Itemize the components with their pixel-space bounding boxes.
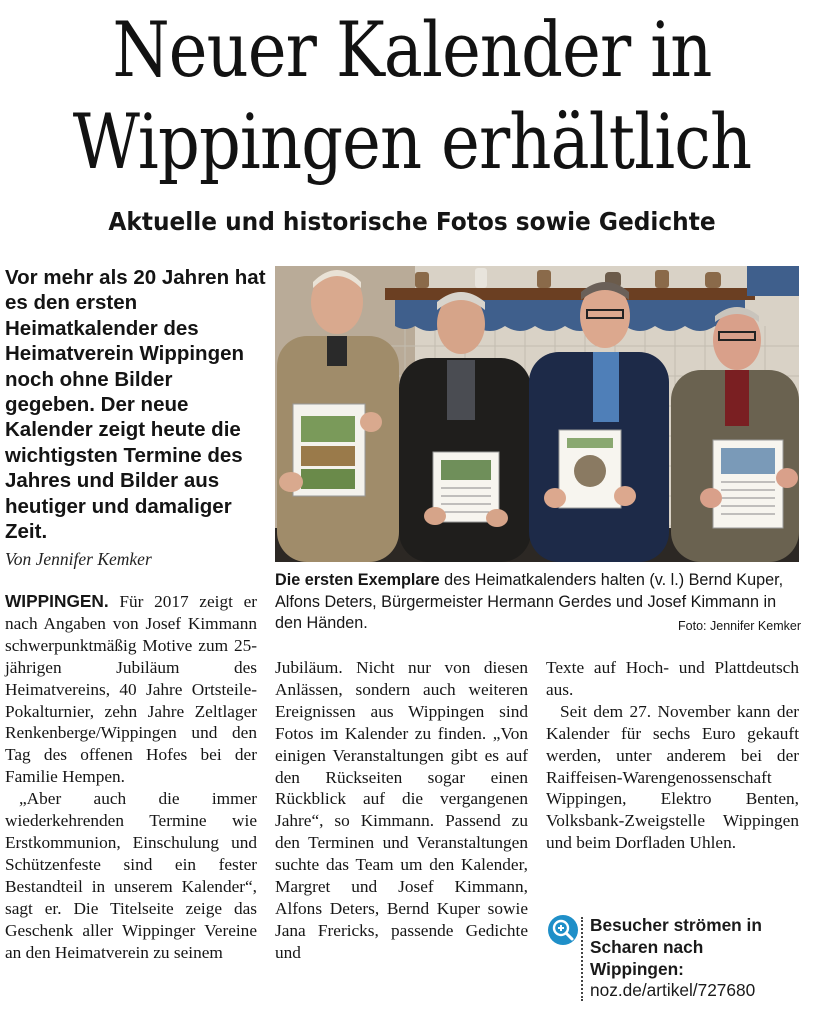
article-photo [275, 266, 799, 562]
paragraph-5: Seit dem 27. November kann der Kalender für sechs Euro gekauft werden, unter anderem bei der Raiffeisen-Warengenossenschaft Wippingen, Elektro Benten, Volksbank-Zweigstelle Wippingen und beim Dorfladen Uhlen. [546, 701, 799, 853]
paragraph-4: Texte auf Hoch- und Plattdeutsch aus. [546, 658, 799, 699]
dateline: WIPPINGEN. [5, 591, 109, 611]
headline-line-1: Neuer Kalender in [112, 5, 712, 94]
promo-text [590, 915, 802, 1002]
photo-illustration [275, 266, 799, 562]
lead-paragraph: Vor mehr als 20 Jahren hat es den ersten Heimatkalender des Heimatverein Wippingen noch ohne Bilder gegeben. Der neue Kalender zeigt heute die wichtigsten Termine des Jahres und Bilder aus heutiger und damaliger Zeit. [5, 266, 266, 544]
promo-title: Besucher strömen in Scharen nach Wippingen: [590, 915, 762, 979]
article-column-1 [5, 591, 257, 963]
photo-caption [275, 570, 801, 638]
paragraph-3: Jubiläum. Nicht nur von diesen Anlässen, sondern auch weiteren Ereignissen aus Wippingen sind Fotos im Kalender zu finden. „Von einigen Veranstaltungen gibt es auf den Rückseiten sogar einen Rückblick auf die vergangenen Jahre“, so Kimmann. Passend zu den Terminen und Veranstaltungen suchte das Team um den Kalender, Margret und Josef Kimmann, Alfons Deters, Bernd Kuper sowie Jana Frericks, passende Gedichte und [275, 658, 528, 962]
headline [66, 4, 757, 188]
zoom-plus-icon [548, 915, 578, 945]
paragraph-1 [5, 591, 257, 788]
article-column-2 [275, 657, 528, 964]
photo-credit: Foto: Jennifer Kemker [678, 619, 801, 634]
paragraph-2: „Aber auch die immer wiederkehrenden Termine wie Erstkommunion, Einschulung und Schützenfeste sind ein fester Bestandteil in unserem Kalender“, sagt er. Die Titelseite zeige das Geschenk aller Wippinger Vereine an den Heimatverein zu seinem [5, 789, 257, 962]
promo-divider [581, 917, 583, 1001]
headline-line-2: Wippingen erhältlich [72, 97, 752, 186]
subheadline: Aktuelle und historische Fotos sowie Gedichte [108, 207, 716, 236]
byline: Von Jennifer Kemker [5, 549, 152, 569]
paragraph-1-text: Für 2017 zeigt er nach Angaben von Josef Kimmann schwerpunktmäßig Motive zum 25-jährigen Jubiläum des Heimatvereins, 40 Jahre Ortsteile-Pokalturnier, zehn Jahre Zeltlager Renkenberge/Wippingen und den Tag des offenen Hofes bei der Familie Hempen. [5, 592, 257, 787]
promo-link[interactable]: noz.de/artikel/727680 [590, 980, 756, 1001]
caption-bold: Die ersten Exemplare [275, 571, 440, 589]
caption-text: des Heimatkalenders halten (v. l.) Bernd Kuper, Alfons Deters, Bürgermeister Hermann Gerdes und Josef Kimmann in den Händen. [275, 571, 784, 633]
related-article-promo[interactable] [548, 915, 800, 1005]
article-column-3 [546, 657, 799, 854]
